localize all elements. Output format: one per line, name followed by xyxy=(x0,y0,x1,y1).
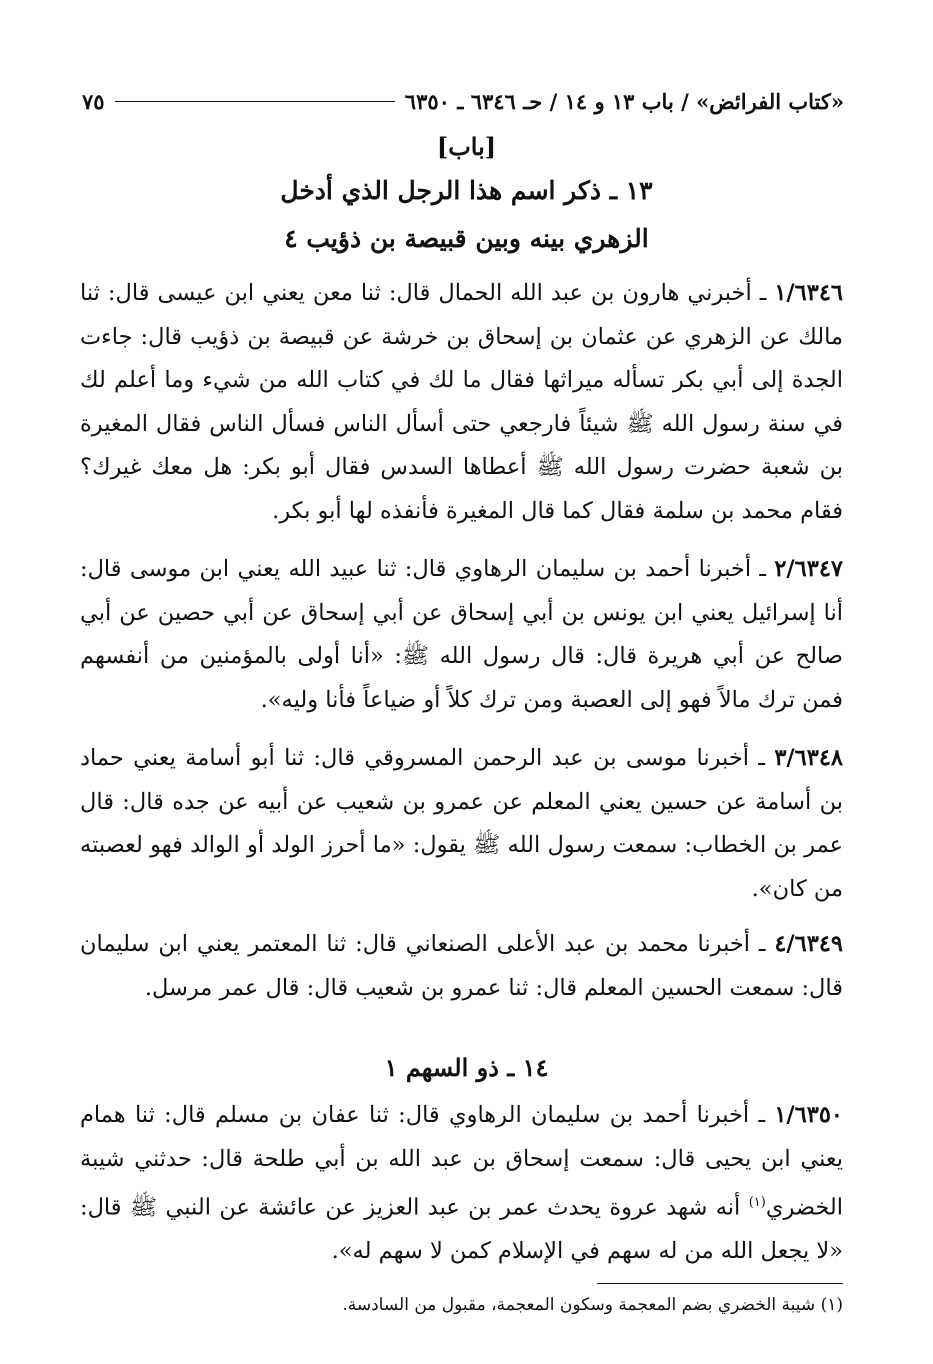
footnote-marker: (١) xyxy=(748,1195,766,1210)
header-rule xyxy=(115,101,395,102)
footnote: (١) شيبة الخضري بضم المعجمة وسكون المعجمة، مقبول من السادسة. xyxy=(342,1295,843,1315)
hadith-number: ٤/٦٣٤٩ xyxy=(774,931,843,957)
hadith-paragraph xyxy=(80,923,843,1010)
chapter-title-line2: الزهري بينه وبين قبيصة بن ذؤيب ٤ xyxy=(284,224,649,253)
section-title: ١٤ ـ ذو السهم ١ xyxy=(384,1053,549,1082)
hadith-paragraph xyxy=(80,737,843,911)
chapter-label: [باب] xyxy=(436,132,497,161)
hadith-text: ـ أخبرنا أحمد بن سليمان الرهاوي قال: ثنا عبيد الله يعني ابن موسى قال: أنا إسرائيل يعني ابن يونس بن أبي إسحاق عن أبي إسحاق عن أبي حصين عن أبي صالح عن أبي هريرة قال: قال رسول الله ﷺ: «أنا أولى بالمؤمنين من أنفسهم فمن ترك مالاً فهو إلى العصبة ومن ترك كلاً أو ضياعاً فأنا وليه». xyxy=(80,556,843,713)
running-header xyxy=(82,84,844,118)
hadith-text: ـ أخبرنا محمد بن عبد الأعلى الصنعاني قال: ثنا المعتمر يعني ابن سليمان قال: سمعت الحسين المعلم قال: ثنا عمرو بن شعيب قال: قال عمر مرسل. xyxy=(80,931,843,1001)
hadith-text: ـ أخبرنا موسى بن عبد الرحمن المسروقي قال: ثنا أبو أسامة يعني حماد بن أسامة عن حسين يعني المعلم عن عمرو بن شعيب عن أبيه عن جده قال: قال عمر بن الخطاب: سمعت رسول الله ﷺ يقول: «ما أحرز الولد أو الوالد فهو لعصبته من كان». xyxy=(80,745,843,902)
hadith-number: ٢/٦٣٤٧ xyxy=(774,556,843,582)
hadith-text: أنه شهد عروة يحدث عمر بن عبد العزيز عن عائشة عن النبي ﷺ قال: «لا يجعل الله من له سهم في الإسلام كمن لا سهم له». xyxy=(80,1194,843,1264)
page-number: ٧٥ xyxy=(82,88,105,114)
hadith-paragraph xyxy=(80,548,843,722)
hadith-paragraph xyxy=(80,272,843,533)
hadith-text: ـ أخبرني هارون بن عبد الله الحمال قال: ثنا معن يعني ابن عيسى قال: ثنا مالك عن الزهري عن عثمان بن إسحاق بن خرشة عن قبيصة بن ذؤيب قال: جاءت الجدة إلى أبي بكر تسأله ميراثها فقال ما لك في كتاب الله من شيء وما أعلم لك في سنة رسول الله ﷺ شيئاً فارجعي حتى أسأل الناس فسأل الناس فقال المغيرة بن شعبة حضرت رسول الله ﷺ أعطاها السدس فقال أبو بكر: هل معك غيرك؟ فقام محمد بن سلمة فقال كما قال المغيرة فأنفذه لها أبو بكر. xyxy=(80,280,843,524)
chapter-title-line1: ١٣ ـ ذكر اسم هذا الرجل الذي أدخل xyxy=(280,176,653,205)
hadith-number: ١/٦٣٥٠ xyxy=(774,1102,843,1128)
hadith-number: ١/٦٣٤٦ xyxy=(774,280,843,306)
hadith-number: ٣/٦٣٤٨ xyxy=(774,745,843,771)
header-title: «كتاب الفرائض» / باب ١٣ و ١٤ / حـ ٦٣٤٦ ـ ٦٣٥٠ xyxy=(404,88,844,114)
hadith-text: ـ أخبرنا أحمد بن سليمان الرهاوي قال: ثنا عفان بن مسلم قال: ثنا همام يعني ابن يحيى قال: سمعت إسحاق بن عبد الله بن أبي طلحة قال: حدثني شيبة الخضري xyxy=(80,1102,843,1221)
footnote-divider xyxy=(597,1283,843,1284)
hadith-paragraph xyxy=(80,1094,843,1274)
